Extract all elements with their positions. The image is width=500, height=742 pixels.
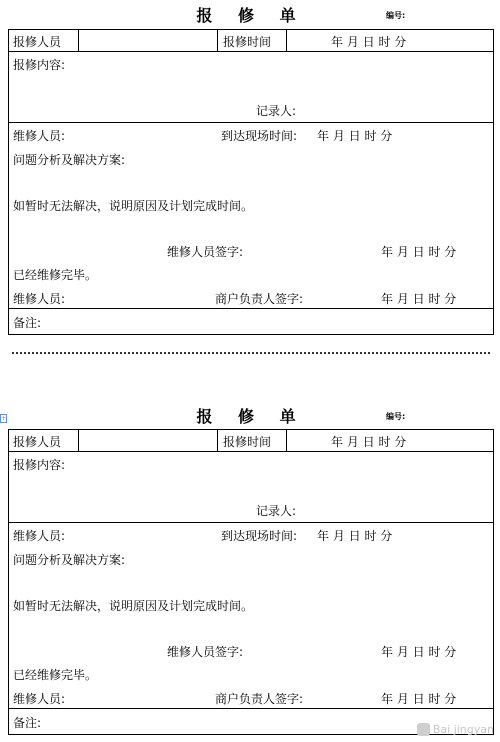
signature-time-units[interactable]: 年 月 日 时 分 — [381, 245, 457, 259]
unsolved-note: 如暂时无法解决，说明原因及计划完成时间。 — [13, 199, 254, 213]
repair-person-field[interactable] — [78, 30, 217, 51]
row-repair-header — [9, 30, 493, 51]
repair-person-field[interactable] — [78, 430, 217, 451]
recorder-label: 记录人: — [256, 104, 297, 118]
maintenance-signature-label: 维修人员签字: — [167, 645, 244, 659]
merchant-signature-label: 商户负责人签字: — [215, 292, 304, 306]
repair-time-label: 报修时间 — [223, 35, 272, 49]
remarks-label: 备注: — [13, 716, 42, 730]
arrival-time-units[interactable]: 年 月 日 时 分 — [317, 529, 393, 543]
repair-person-label: 报修人员 — [13, 435, 62, 449]
maintenance-person-label: 维修人员: — [13, 129, 66, 143]
row-repair-content — [9, 51, 493, 122]
repair-content-label: 报修内容: — [13, 58, 66, 72]
anchor-marker-icon: + — [1, 415, 7, 422]
analysis-label: 问题分析及解决方案: — [13, 153, 126, 167]
maintenance-person-label-2: 维修人员: — [13, 692, 66, 706]
repair-content-label: 报修内容: — [13, 458, 66, 472]
arrival-time-label: 到达现场时间: — [221, 529, 298, 543]
arrival-time-label: 到达现场时间: — [221, 129, 298, 143]
row-maintenance — [9, 122, 493, 308]
watermark-text: Bai jingyan — [432, 722, 494, 736]
merchant-signature-label: 商户负责人签字: — [215, 692, 304, 706]
form-table — [8, 29, 494, 335]
merchant-time-units[interactable]: 年 月 日 时 分 — [381, 292, 457, 306]
form-table — [8, 429, 494, 735]
row-repair-header — [9, 430, 493, 451]
repair-time-label: 报修时间 — [223, 435, 272, 449]
row-remarks — [9, 308, 493, 334]
watermark — [417, 723, 494, 737]
analysis-label: 问题分析及解决方案: — [13, 553, 126, 567]
completed-label: 已经维修完毕。 — [13, 668, 98, 682]
recorder-label: 记录人: — [256, 504, 297, 518]
form-title: 报 修 单 — [196, 407, 306, 426]
merchant-time-units[interactable]: 年 月 日 时 分 — [381, 692, 457, 706]
form-number-label: 编号: — [386, 412, 406, 421]
remarks-label: 备注: — [13, 316, 42, 330]
cut-line — [12, 352, 490, 354]
unsolved-note: 如暂时无法解决，说明原因及计划完成时间。 — [13, 599, 254, 613]
completed-label: 已经维修完毕。 — [13, 268, 98, 282]
form-title: 报 修 单 — [196, 6, 306, 25]
repair-time-units[interactable]: 年 月 日 时 分 — [331, 435, 407, 449]
repair-person-label: 报修人员 — [13, 35, 62, 49]
repair-time-units[interactable]: 年 月 日 时 分 — [331, 35, 407, 49]
paw-logo-icon — [417, 723, 430, 736]
row-maintenance — [9, 522, 493, 708]
signature-time-units[interactable]: 年 月 日 时 分 — [381, 645, 457, 659]
maintenance-person-label-2: 维修人员: — [13, 292, 66, 306]
form-number-label: 编号: — [386, 11, 406, 20]
arrival-time-units[interactable]: 年 月 日 时 分 — [317, 129, 393, 143]
maintenance-person-label: 维修人员: — [13, 529, 66, 543]
row-repair-content — [9, 451, 493, 522]
maintenance-signature-label: 维修人员签字: — [167, 245, 244, 259]
